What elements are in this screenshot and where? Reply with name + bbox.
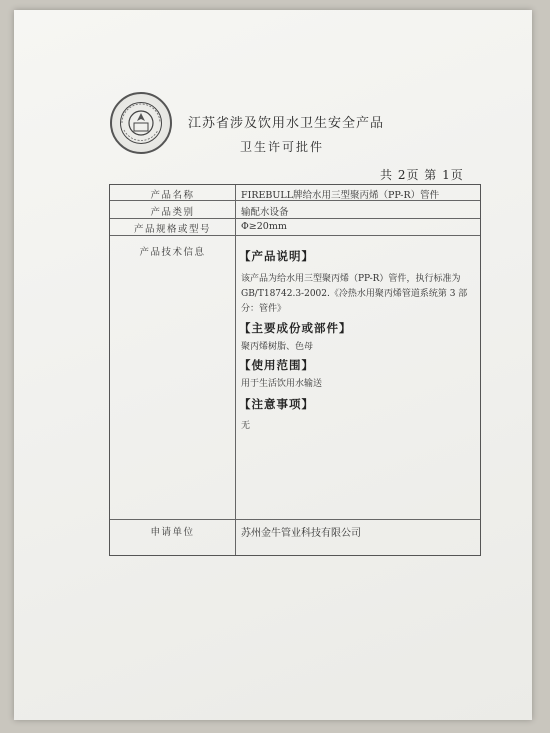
document-subtitle: 卫生许可批件	[240, 140, 325, 154]
tech-info-label: 产品技术信息	[139, 247, 206, 258]
official-seal-icon	[110, 92, 172, 154]
applicant-value: 苏州金牛管业科技有限公司	[241, 528, 361, 539]
product-name-value: FIREBULL牌给水用三型聚丙烯（PP-R）管件	[241, 190, 440, 201]
table-row-applicant	[110, 520, 480, 555]
usage-value: 用于生活饮用水输送	[241, 379, 323, 389]
product-description-line-3: 分：管件》	[241, 304, 287, 314]
category-value: 输配水设备	[241, 207, 289, 218]
table-row-category	[110, 201, 480, 219]
notes-value: 无	[241, 421, 251, 431]
components-value: 聚丙烯树脂、色母	[241, 342, 314, 352]
approval-table	[109, 184, 481, 556]
category-label: 产品类别	[150, 207, 195, 218]
spec-label: 产品规格或型号	[133, 224, 211, 235]
product-description-heading: 【产品说明】	[239, 249, 314, 263]
applicant-label: 申请单位	[150, 527, 195, 538]
product-name-label: 产品名称	[150, 190, 195, 201]
page-indicator: 共 2页 第 1页	[380, 168, 464, 182]
spec-value: Φ≥20mm	[241, 221, 287, 232]
product-description-line-2: GB/T18742.3-2002.《冷热水用聚丙烯管道系统第 3 部	[241, 289, 468, 299]
table-row-spec	[110, 219, 480, 236]
usage-heading: 【使用范围】	[239, 358, 314, 372]
notes-heading: 【注意事项】	[239, 397, 314, 411]
table-row-product-name	[110, 185, 480, 201]
table-row-tech-info	[110, 236, 480, 520]
document-title: 江苏省涉及饮用水卫生安全产品	[188, 116, 385, 131]
document-page	[14, 10, 532, 720]
product-description-line-1: 该产品为给水用三型聚丙烯（PP-R）管件，执行标准为	[241, 274, 461, 284]
components-heading: 【主要成份或部件】	[239, 321, 352, 335]
